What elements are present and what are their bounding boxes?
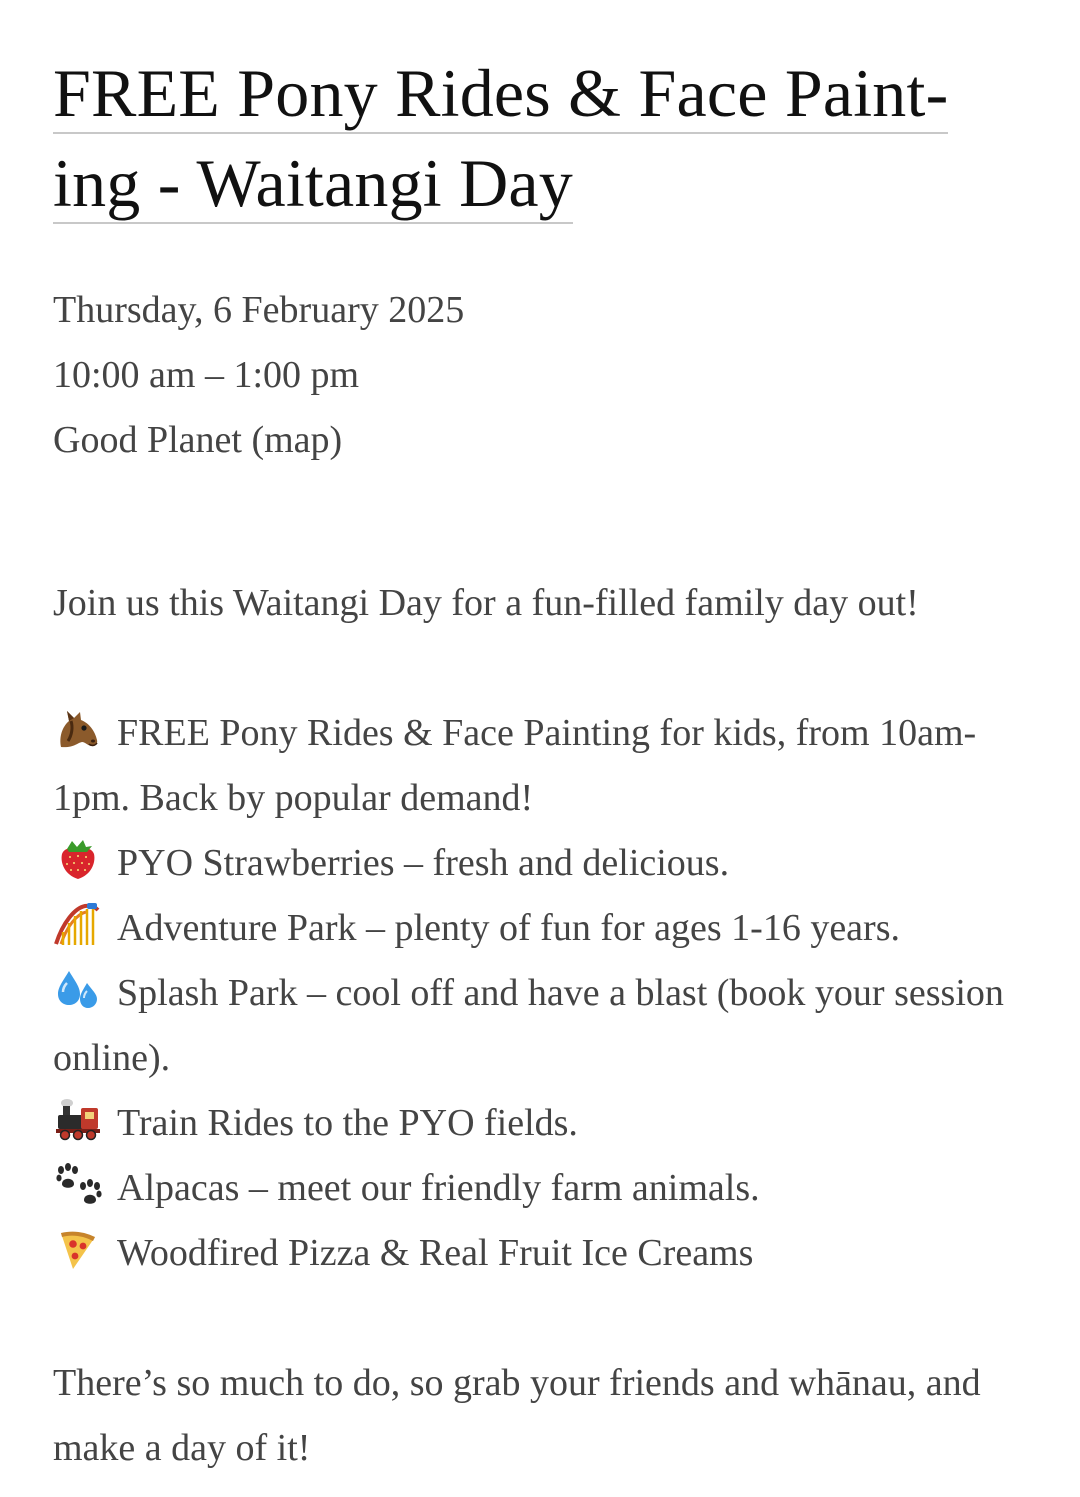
pizza-slice-icon bbox=[53, 1227, 103, 1271]
event-page bbox=[53, 0, 1033, 1481]
feature-text: Adventure Park – plenty of fun for ages 1-16 years. bbox=[117, 907, 900, 949]
feature-text: Splash Park – cool off and have a blast (book your session online). bbox=[53, 972, 1004, 1079]
page-title-line-1[interactable]: FREE Pony Rides & Face Paint- bbox=[53, 54, 948, 134]
feature-text: PYO Strawberries – fresh and delicious. bbox=[117, 842, 730, 884]
feature-item-adventure-park bbox=[53, 896, 1033, 961]
feature-item-splash-park bbox=[53, 961, 1033, 1091]
event-meta bbox=[53, 278, 1033, 473]
feature-text: Woodfired Pizza & Real Fruit Ice Creams bbox=[117, 1232, 754, 1274]
splash-droplets-icon bbox=[53, 967, 103, 1011]
event-location-name: Good Planet bbox=[53, 419, 242, 461]
strawberry-icon bbox=[53, 837, 103, 881]
page-title[interactable] bbox=[53, 50, 1033, 230]
feature-item-pizza-ice-cream bbox=[53, 1221, 1033, 1286]
event-date: Thursday, 6 February 2025 bbox=[53, 289, 465, 331]
feature-list bbox=[53, 701, 1033, 1286]
feature-item-strawberries bbox=[53, 831, 1033, 896]
event-time: 10:00 am – 1:00 pm bbox=[53, 354, 360, 396]
feature-item-train-rides bbox=[53, 1091, 1033, 1156]
event-outro: There’s so much to do, so grab your friends and whānau, and make a day of it! bbox=[53, 1362, 981, 1469]
feature-text: Alpacas – meet our friendly farm animals. bbox=[117, 1167, 760, 1209]
feature-item-pony-rides bbox=[53, 701, 1033, 831]
event-intro: Join us this Waitangi Day for a fun-filled family day out! bbox=[53, 582, 919, 624]
feature-item-alpacas bbox=[53, 1156, 1033, 1221]
roller-coaster-icon bbox=[53, 902, 103, 946]
feature-text: FREE Pony Rides & Face Painting for kids, from 10am-1pm. Back by popular demand! bbox=[53, 712, 977, 819]
page-title-line-2[interactable]: ing - Waitangi Day bbox=[53, 144, 573, 224]
horse-face-icon bbox=[53, 707, 103, 751]
paw-prints-icon bbox=[53, 1162, 103, 1206]
event-location bbox=[53, 408, 1033, 473]
feature-text: Train Rides to the PYO fields. bbox=[117, 1102, 578, 1144]
map-link[interactable]: (map) bbox=[251, 419, 343, 461]
train-icon bbox=[53, 1097, 103, 1141]
